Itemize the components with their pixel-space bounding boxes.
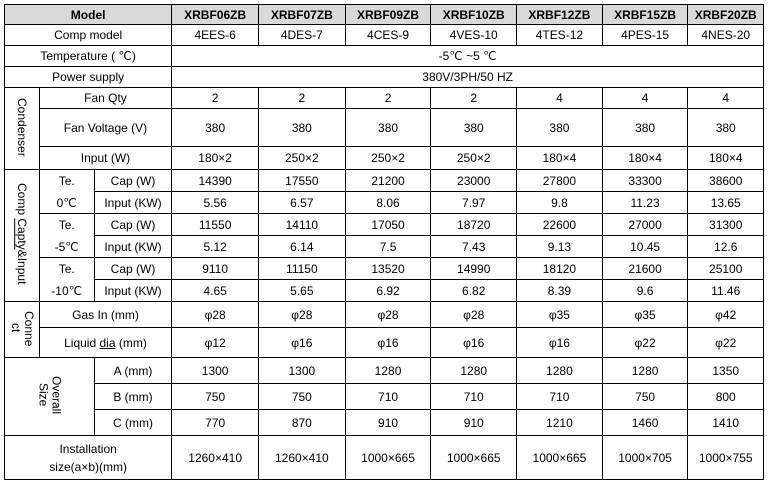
- installation-cell: 1000×665: [345, 436, 431, 480]
- model-header: XRBF10ZB: [431, 5, 517, 25]
- te0-input-cell: 6.57: [258, 192, 345, 214]
- condenser-input-label: Input (W): [39, 147, 172, 170]
- te-m5-cap-cell: 18720: [431, 214, 517, 236]
- size-c-cell: 870: [258, 410, 345, 436]
- size-b-cell: 710: [431, 384, 517, 410]
- size-b-cell: 750: [258, 384, 345, 410]
- condenser-group-label: [5, 88, 40, 170]
- model-header: XRBF15ZB: [602, 5, 688, 25]
- te-m5-input-cell: 12.6: [688, 236, 764, 258]
- installation-cell: 1000×665: [431, 436, 517, 480]
- fan-voltage-cell: 380: [431, 109, 517, 147]
- size-c-row: [5, 410, 764, 436]
- size-a-cell: 1280: [345, 358, 431, 384]
- fan-qty-label: Fan Qty: [39, 88, 172, 109]
- installation-cell: 1000×705: [602, 436, 688, 480]
- te0-input-cell: 5.56: [172, 192, 259, 214]
- te0-cap-cell: 21200: [345, 170, 431, 192]
- size-c-cell: 910: [345, 410, 431, 436]
- condenser-text: Condenser: [14, 97, 29, 157]
- overall-size-text: Overall Size: [36, 375, 64, 414]
- fan-voltage-row: [5, 109, 764, 147]
- fan-qty-cell: 2: [258, 88, 345, 109]
- liquid-cell: φ22: [602, 328, 688, 358]
- liquid-cell: φ12: [172, 328, 259, 358]
- size-a-cell: 1280: [431, 358, 517, 384]
- gas-in-cell: φ35: [517, 302, 603, 328]
- te0-input-cell: 13.65: [688, 192, 764, 214]
- comp-model-cell: 4TES-12: [517, 25, 603, 46]
- size-a-cell: 1280: [602, 358, 688, 384]
- size-b-cell: 800: [688, 384, 764, 410]
- overall-size-group-label: [5, 358, 95, 436]
- te-m5-input-cell: 10.45: [602, 236, 688, 258]
- liquid-label: Liquid dia (mm): [39, 328, 172, 358]
- power-supply-value: 380V/3PH/50 HZ: [172, 67, 764, 88]
- te-m5-input-cell: 7.43: [431, 236, 517, 258]
- comp-model-label: Comp model: [5, 25, 172, 46]
- te-m10-input-label: Input (KW): [94, 280, 172, 302]
- te-m5-input-cell: 9.13: [517, 236, 603, 258]
- liquid-row: [5, 328, 764, 358]
- te-m10-label: Te. -10℃: [39, 258, 94, 302]
- model-header: XRBF07ZB: [258, 5, 345, 25]
- installation-cell: 1260×410: [258, 436, 345, 480]
- te0-cap-cell: 38600: [688, 170, 764, 192]
- te0-cap-row: [5, 170, 764, 192]
- te-m10-input-cell: 9.6: [602, 280, 688, 302]
- te-m5-cap-cell: 31300: [688, 214, 764, 236]
- condenser-input-cell: 250×2: [258, 147, 345, 170]
- fan-voltage-cell: 380: [258, 109, 345, 147]
- te-m5-cap-cell: 11550: [172, 214, 259, 236]
- size-c-cell: 1410: [688, 410, 764, 436]
- size-a-cell: 1280: [517, 358, 603, 384]
- te-m10-input-cell: 4.65: [172, 280, 259, 302]
- te-m10-input-cell: 8.39: [517, 280, 603, 302]
- te-m10-cap-cell: 9110: [172, 258, 259, 280]
- te-m10-cap-cell: 25100: [688, 258, 764, 280]
- size-a-cell: 1350: [688, 358, 764, 384]
- te-m10-input-row: [5, 280, 764, 302]
- te-m10-input-cell: 6.92: [345, 280, 431, 302]
- comp-model-cell: 4PES-15: [602, 25, 688, 46]
- comp-model-cell: 4EES-6: [172, 25, 259, 46]
- condenser-input-cell: 180×4: [517, 147, 603, 170]
- fan-qty-cell: 4: [688, 88, 764, 109]
- size-c-cell: 910: [431, 410, 517, 436]
- power-supply-row: [5, 67, 764, 88]
- fan-qty-cell: 2: [345, 88, 431, 109]
- comp-capacity-group-label: [5, 170, 40, 302]
- model-header: XRBF12ZB: [517, 5, 603, 25]
- condenser-input-cell: 180×4: [602, 147, 688, 170]
- installation-row: [5, 436, 764, 480]
- gas-in-cell: φ28: [431, 302, 517, 328]
- size-b-cell: 710: [517, 384, 603, 410]
- fan-voltage-cell: 380: [345, 109, 431, 147]
- connect-group-label: [5, 302, 40, 358]
- comp-model-cell: 4VES-10: [431, 25, 517, 46]
- fan-qty-row: [5, 88, 764, 109]
- gas-in-label: Gas In (mm): [39, 302, 172, 328]
- comp-capacity-text: Comp Capty&Input: [14, 183, 29, 285]
- te0-input-cell: 11.23: [602, 192, 688, 214]
- size-c-cell: 1210: [517, 410, 603, 436]
- model-header: XRBF06ZB: [172, 5, 259, 25]
- te-m10-cap-cell: 14990: [431, 258, 517, 280]
- te-m5-input-label: Input (KW): [94, 236, 172, 258]
- comp-model-row: [5, 25, 764, 46]
- te-m5-input-cell: 6.14: [258, 236, 345, 258]
- comp-model-cell: 4DES-7: [258, 25, 345, 46]
- te-m10-cap-cell: 11150: [258, 258, 345, 280]
- size-a-cell: 1300: [172, 358, 259, 384]
- te-m5-cap-label: Cap (W): [94, 214, 172, 236]
- condenser-input-cell: 250×2: [431, 147, 517, 170]
- installation-cell: 1000×755: [688, 436, 764, 480]
- te-m5-cap-cell: 27000: [602, 214, 688, 236]
- fan-voltage-cell: 380: [517, 109, 603, 147]
- fan-qty-cell: 2: [172, 88, 259, 109]
- size-b-cell: 750: [602, 384, 688, 410]
- size-c-cell: 1460: [602, 410, 688, 436]
- installation-cell: 1260×410: [172, 436, 259, 480]
- comp-model-cell: 4NES-20: [688, 25, 764, 46]
- size-b-label: B (mm): [94, 384, 172, 410]
- gas-in-cell: φ28: [172, 302, 259, 328]
- te-m10-cap-cell: 18120: [517, 258, 603, 280]
- te-m10-cap-row: [5, 258, 764, 280]
- te0-cap-cell: 17550: [258, 170, 345, 192]
- fan-voltage-cell: 380: [688, 109, 764, 147]
- te-m10-input-cell: 6.82: [431, 280, 517, 302]
- fan-qty-cell: 4: [602, 88, 688, 109]
- comp-model-cell: 4CES-9: [345, 25, 431, 46]
- size-a-cell: 1300: [258, 358, 345, 384]
- temperature-value: -5℃ ~5 ℃: [172, 46, 764, 67]
- gas-in-cell: φ28: [258, 302, 345, 328]
- te0-cap-label: Cap (W): [94, 170, 172, 192]
- te-m5-cap-row: [5, 214, 764, 236]
- condenser-input-cell: 180×4: [688, 147, 764, 170]
- fan-voltage-cell: 380: [602, 109, 688, 147]
- size-a-row: [5, 358, 764, 384]
- te-m10-cap-label: Cap (W): [94, 258, 172, 280]
- temperature-label: Temperature ( ℃): [5, 46, 172, 67]
- gas-in-cell: φ28: [345, 302, 431, 328]
- te0-cap-cell: 14390: [172, 170, 259, 192]
- size-c-label: C (mm): [94, 410, 172, 436]
- te0-input-cell: 9.8: [517, 192, 603, 214]
- te0-label: Te. 0℃: [39, 170, 94, 214]
- installation-label: Installation size(a×b)(mm): [5, 436, 172, 480]
- liquid-cell: φ16: [431, 328, 517, 358]
- power-supply-label: Power supply: [5, 67, 172, 88]
- liquid-cell: φ16: [345, 328, 431, 358]
- size-b-cell: 750: [172, 384, 259, 410]
- te-m10-cap-cell: 13520: [345, 258, 431, 280]
- te-m5-cap-cell: 14110: [258, 214, 345, 236]
- temperature-row: [5, 46, 764, 67]
- te-m10-input-cell: 11.46: [688, 280, 764, 302]
- condenser-input-row: [5, 147, 764, 170]
- size-b-row: [5, 384, 764, 410]
- fan-qty-cell: 4: [517, 88, 603, 109]
- gas-in-cell: φ42: [688, 302, 764, 328]
- te0-input-cell: 8.06: [345, 192, 431, 214]
- size-a-label: A (mm): [94, 358, 172, 384]
- te-m5-cap-cell: 17050: [345, 214, 431, 236]
- header-row: [5, 5, 764, 25]
- model-header: XRBF09ZB: [345, 5, 431, 25]
- model-label: Model: [5, 5, 172, 25]
- te-m5-input-cell: 5.12: [172, 236, 259, 258]
- size-b-cell: 710: [345, 384, 431, 410]
- fan-voltage-label: Fan Voltage (V): [39, 109, 172, 147]
- te-m5-input-cell: 7.5: [345, 236, 431, 258]
- condenser-input-cell: 250×2: [345, 147, 431, 170]
- size-c-cell: 770: [172, 410, 259, 436]
- liquid-cell: φ16: [517, 328, 603, 358]
- spec-table: [4, 4, 764, 480]
- condenser-input-cell: 180×2: [172, 147, 259, 170]
- gas-in-cell: φ35: [602, 302, 688, 328]
- te-m5-cap-cell: 22600: [517, 214, 603, 236]
- te0-input-cell: 7.97: [431, 192, 517, 214]
- te0-input-row: [5, 192, 764, 214]
- te0-cap-cell: 27800: [517, 170, 603, 192]
- liquid-cell: φ22: [688, 328, 764, 358]
- te0-cap-cell: 23000: [431, 170, 517, 192]
- te-m5-label: Te. -5℃: [39, 214, 94, 258]
- installation-cell: 1000×665: [517, 436, 603, 480]
- te-m5-input-row: [5, 236, 764, 258]
- gas-in-row: [5, 302, 764, 328]
- te0-cap-cell: 33300: [602, 170, 688, 192]
- te0-input-label: Input (KW): [94, 192, 172, 214]
- fan-qty-cell: 2: [431, 88, 517, 109]
- te-m10-cap-cell: 21600: [602, 258, 688, 280]
- liquid-cell: φ16: [258, 328, 345, 358]
- model-header: XRBF20ZB: [688, 5, 764, 25]
- fan-voltage-cell: 380: [172, 109, 259, 147]
- te-m10-input-cell: 5.65: [258, 280, 345, 302]
- connect-text: Conne ct: [8, 311, 36, 347]
